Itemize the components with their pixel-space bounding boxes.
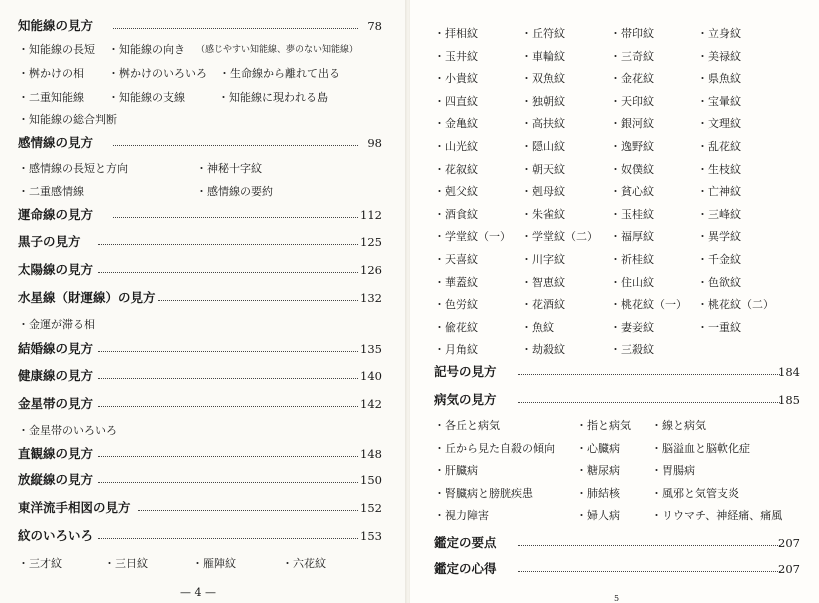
disease-item: ・心臓病 <box>576 441 620 455</box>
disease-item: ・風邪と気管支炎 <box>651 486 739 500</box>
dot-leader <box>98 406 358 407</box>
dot-leader <box>98 272 358 273</box>
toc-entry <box>0 18 408 42</box>
mon-item: ・金花紋 <box>610 72 654 86</box>
mon-item: ・色欲紋 <box>697 275 741 289</box>
toc-entry-page: 135 <box>360 342 382 356</box>
toc-subitem: ・知能線の総合判断 <box>18 113 117 126</box>
toc-entry-title: 太陽線の見方 <box>18 262 94 277</box>
toc-entry <box>410 364 819 388</box>
mon-item: ・剋父紋 <box>434 185 478 199</box>
dot-leader <box>158 300 358 301</box>
disease-item: ・リウマチ、神経痛、痛風 <box>651 509 783 522</box>
mon-item: ・拝相紋 <box>434 27 478 40</box>
disease-item: ・脳溢血と脳軟化症 <box>651 441 750 455</box>
mon-item: ・四直紋 <box>434 94 478 108</box>
toc-entry <box>0 528 408 552</box>
toc-subitem: ・知能線の支線 <box>108 91 185 104</box>
mon-item: ・一重紋 <box>697 320 741 334</box>
mon-item: ・花酒紋 <box>521 298 565 312</box>
toc-entry-page: 152 <box>360 501 382 515</box>
dot-leader <box>518 545 780 546</box>
mon-item: ・異学紋 <box>697 230 741 244</box>
mon-item: ・桃花紋（一） <box>610 298 687 312</box>
mon-item: ・玉桂紋 <box>610 207 654 221</box>
disease-item: ・視力障害 <box>434 509 489 522</box>
toc-entry-title: 金星帯の見方 <box>18 396 94 411</box>
mon-item: ・妻妾紋 <box>610 320 654 334</box>
mon-item: ・文理紋 <box>697 117 741 131</box>
toc-entry <box>410 561 819 585</box>
toc-entry-page: 153 <box>360 529 382 543</box>
dot-leader <box>98 244 358 245</box>
toc-entry <box>0 500 408 524</box>
mon-item: ・学堂紋（二） <box>521 230 598 244</box>
mon-item: ・県魚紋 <box>697 72 741 86</box>
toc-entry-title: 鑑定の要点 <box>434 535 497 550</box>
mon-item: ・山光紋 <box>434 140 478 153</box>
toc-entry-page: 125 <box>360 235 382 249</box>
mon-item: ・天喜紋 <box>434 253 478 266</box>
dot-leader <box>138 510 358 511</box>
toc-entry-title: 運命線の見方 <box>18 207 94 222</box>
mon-item: ・剋母紋 <box>521 185 565 199</box>
toc-subitem: ・知能線に現われる島 <box>218 91 328 104</box>
toc-subitem: （感じやすい知能線、夢のない知能線） <box>196 45 359 55</box>
toc-entry-title: 感情線の見方 <box>18 135 94 150</box>
toc-subitem: ・六花紋 <box>282 557 326 570</box>
mon-item: ・高扶紋 <box>521 117 565 131</box>
mon-item: ・立身紋 <box>697 27 741 40</box>
toc-subitem: ・感情線の要約 <box>196 185 273 198</box>
toc-entry <box>0 341 408 365</box>
toc-entry <box>0 368 408 392</box>
toc-entry-title: 黒子の見方 <box>18 234 81 249</box>
disease-item: ・指と病気 <box>576 419 631 432</box>
toc-entry-title: 水星線（財運線）の見方 <box>18 290 156 305</box>
mon-item: ・金亀紋 <box>434 117 478 131</box>
mon-item: ・三峰紋 <box>697 207 741 221</box>
disease-item: ・婦人病 <box>576 509 620 522</box>
mon-item: ・祈桂紋 <box>610 253 654 266</box>
toc-entry <box>410 392 819 416</box>
toc-entry-page: 78 <box>367 19 382 33</box>
mon-item: ・劫殺紋 <box>521 343 565 357</box>
toc-entry-title: 記号の見方 <box>434 364 497 379</box>
toc-entry-page: 132 <box>360 291 382 305</box>
mon-item: ・魚紋 <box>521 320 554 334</box>
toc-subitem: ・雁陣紋 <box>192 557 236 570</box>
toc-entry <box>0 446 408 470</box>
toc-entry-page: 148 <box>360 447 382 461</box>
toc-subitem: ・桝かけの相 <box>18 67 84 80</box>
toc-entry-page: 184 <box>778 365 800 379</box>
toc-subitem: ・二重知能線 <box>18 91 84 104</box>
mon-item: ・隠山紋 <box>521 140 565 153</box>
toc-entry-title: 結婚線の見方 <box>18 341 94 356</box>
dot-leader <box>113 28 358 29</box>
dot-leader <box>98 378 358 379</box>
disease-item: ・丘から見た自殺の傾向 <box>434 441 555 455</box>
toc-entry-title: 東洋流手相図の見方 <box>18 500 131 515</box>
toc-subitem: ・知能線の向き <box>108 43 185 56</box>
toc-subitem: ・神秘十字紋 <box>196 162 262 175</box>
mon-item: ・銀河紋 <box>610 117 654 131</box>
toc-subitem: ・三才紋 <box>18 557 62 570</box>
dot-leader <box>113 145 358 146</box>
mon-item: ・亡神紋 <box>697 185 741 199</box>
mon-item: ・色労紋 <box>434 298 478 312</box>
mon-item: ・智恵紋 <box>521 275 565 289</box>
mon-item: ・川字紋 <box>521 253 565 266</box>
disease-item: ・各丘と病気 <box>434 419 500 432</box>
dot-leader <box>98 538 358 539</box>
toc-entry-title: 知能線の見方 <box>18 18 94 33</box>
disease-item: ・肝臓病 <box>434 464 478 477</box>
toc-entry-title: 病気の見方 <box>434 392 497 407</box>
toc-entry <box>0 472 408 496</box>
dot-leader <box>98 351 358 352</box>
disease-item: ・腎臓病と膀胱疾患 <box>434 486 533 500</box>
mon-item: ・独朝紋 <box>521 94 565 108</box>
toc-subitem: ・桝かけのいろいろ <box>108 67 207 80</box>
toc-subitem: ・三日紋 <box>104 557 148 570</box>
mon-item: ・朱雀紋 <box>521 207 565 221</box>
mon-item: ・住山紋 <box>610 275 654 289</box>
toc-entry-page: 142 <box>360 397 382 411</box>
mon-item: ・三奇紋 <box>610 49 654 63</box>
mon-item: ・丘符紋 <box>521 27 565 40</box>
toc-entry <box>0 135 408 159</box>
mon-item: ・朝天紋 <box>521 162 565 176</box>
toc-entry <box>0 290 408 314</box>
mon-item: ・福厚紋 <box>610 230 654 244</box>
mon-item: ・酒食紋 <box>434 207 478 221</box>
mon-item: ・学堂紋（一） <box>434 230 511 244</box>
toc-entry-page: 150 <box>360 473 382 487</box>
toc-entry-title: 紋のいろいろ <box>18 528 94 543</box>
toc-entry-title: 放縦線の見方 <box>18 472 94 487</box>
dot-leader <box>518 402 780 403</box>
mon-item: ・逸野紋 <box>610 140 654 153</box>
toc-subitem: ・金運が滞る相 <box>18 318 95 331</box>
mon-item: ・小貴紋 <box>434 72 478 86</box>
page-number: — 4 — <box>180 586 216 599</box>
mon-item: ・美禄紋 <box>697 49 741 63</box>
toc-entry-title: 直観線の見方 <box>18 446 94 461</box>
toc-entry <box>0 396 408 420</box>
toc-subitem: ・二重感情線 <box>18 185 84 198</box>
mon-item: ・月角紋 <box>434 343 478 357</box>
dot-leader <box>113 217 358 218</box>
toc-entry <box>0 262 408 286</box>
mon-item: ・車輪紋 <box>521 49 565 63</box>
mon-item: ・貧心紋 <box>610 185 654 199</box>
dot-leader <box>518 571 780 572</box>
mon-item: ・天印紋 <box>610 94 654 108</box>
disease-item: ・胃腸病 <box>651 464 695 477</box>
toc-entry <box>0 207 408 231</box>
toc-entry <box>0 234 408 258</box>
toc-entry-title: 鑑定の心得 <box>434 561 497 576</box>
toc-entry-page: 207 <box>778 536 800 550</box>
toc-entry-page: 185 <box>778 393 800 407</box>
mon-item: ・偸花紋 <box>434 320 478 334</box>
mon-item: ・帯印紋 <box>610 27 654 40</box>
toc-entry-page: 112 <box>360 208 382 222</box>
toc-subitem: ・知能線の長短 <box>18 43 95 56</box>
dot-leader <box>518 374 780 375</box>
disease-item: ・糖尿病 <box>576 464 620 477</box>
mon-item: ・華蓋紋 <box>434 275 478 289</box>
toc-subitem: ・感情線の長短と方向 <box>18 162 128 175</box>
right-page <box>410 0 819 603</box>
toc-entry <box>410 535 819 559</box>
mon-item: ・花叙紋 <box>434 162 478 176</box>
toc-subitem: ・生命線から離れて出る <box>219 67 340 80</box>
mon-item: ・奴僕紋 <box>610 162 654 176</box>
toc-entry-page: 207 <box>778 562 800 576</box>
mon-item: ・双魚紋 <box>521 72 565 86</box>
left-page <box>0 0 408 603</box>
dot-leader <box>98 456 358 457</box>
mon-item: ・生枝紋 <box>697 162 741 176</box>
mon-item: ・桃花紋（二） <box>697 298 774 312</box>
disease-item: ・線と病気 <box>651 419 706 432</box>
toc-entry-page: 140 <box>360 369 382 383</box>
page-number: 5 <box>614 594 620 603</box>
mon-item: ・乱花紋 <box>697 140 741 153</box>
mon-item: ・三殺紋 <box>610 343 654 357</box>
dot-leader <box>98 482 358 483</box>
toc-entry-page: 98 <box>367 136 382 150</box>
toc-entry-title: 健康線の見方 <box>18 368 94 383</box>
mon-item: ・宝暈紋 <box>697 94 741 108</box>
mon-item: ・玉井紋 <box>434 49 478 63</box>
toc-subitem: ・金星帯のいろいろ <box>18 424 117 437</box>
toc-entry-page: 126 <box>360 263 382 277</box>
disease-item: ・肺結核 <box>576 486 620 500</box>
mon-item: ・千金紋 <box>697 253 741 266</box>
